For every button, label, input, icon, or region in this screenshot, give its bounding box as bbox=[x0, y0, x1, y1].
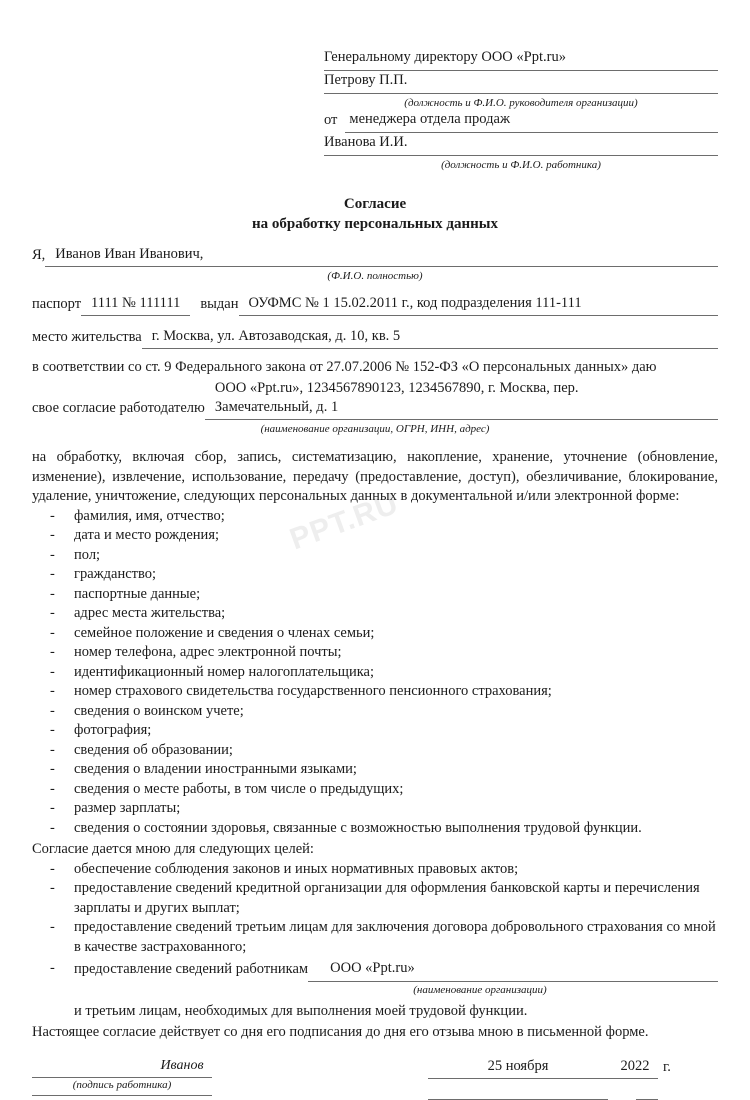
date-year-value[interactable]: 2022 bbox=[608, 1057, 658, 1079]
residence-row bbox=[32, 327, 718, 349]
purpose-organization-caption: (наименование организации) bbox=[413, 983, 547, 996]
signature-right bbox=[428, 1057, 718, 1100]
employer-row bbox=[32, 379, 718, 420]
tail-line: и третьим лицам, необходимых для выполнения моей трудовой функции. bbox=[74, 1002, 528, 1019]
list-item: - предоставление сведений третьим лицам для заключения договора добровольного страхования со мной в качестве застрахованного; bbox=[32, 918, 718, 957]
date-blank-gap bbox=[608, 1099, 636, 1100]
residence-value[interactable]: г. Москва, ул. Автозаводская, д. 10, кв. 5 bbox=[142, 327, 718, 349]
passport-number-value[interactable]: 1111 № 111111 bbox=[81, 294, 190, 316]
signature-left bbox=[32, 1057, 332, 1100]
from-caption: (должность и Ф.И.О. работника) bbox=[441, 159, 601, 171]
purpose-organization-value[interactable]: ООО «Ppt.ru» bbox=[308, 959, 718, 982]
purposes-list bbox=[32, 860, 718, 958]
list-item: - пол; bbox=[32, 546, 718, 566]
employer-value[interactable] bbox=[205, 379, 718, 420]
date-blank-row bbox=[428, 1099, 718, 1100]
purposes-intro: Согласие дается мною для следующих целей: bbox=[32, 841, 314, 857]
data-categories-list bbox=[32, 507, 718, 839]
employer-label: свое согласие работодателю bbox=[32, 400, 205, 416]
list-item: - дата и место рождения; bbox=[32, 526, 718, 546]
list-item: - номер телефона, адрес электронной почты; bbox=[32, 643, 718, 663]
list-item: - сведения об образовании; bbox=[32, 741, 718, 761]
list-item: - сведения о воинском учете; bbox=[32, 702, 718, 722]
date-day-month-value[interactable]: 25 ноября bbox=[428, 1057, 608, 1079]
signature-block bbox=[32, 1057, 718, 1100]
from-label: от bbox=[324, 112, 338, 128]
from-row bbox=[324, 110, 718, 133]
processing-paragraph: на обработку, включая сбор, запись, систематизацию, накопление, хранение, уточнение (обновление, изменение), извлечение, использование, передачу (предоставление, доступ), обезличивание, блокирование, удаление, уничтожение, следующих персональных данных в документальной и/или электронной форме: bbox=[32, 449, 718, 504]
list-item: - идентификационный номер налогоплательщика; bbox=[32, 663, 718, 683]
employer-value-line-1: ООО «Ppt.ru», 1234567890123, 1234567890, г. Москва, пер. bbox=[214, 380, 579, 396]
declarant-fullname-value[interactable]: Иванов Иван Иванович, bbox=[45, 245, 718, 267]
passport-row bbox=[32, 294, 718, 316]
residence-label: место жительства bbox=[32, 329, 142, 345]
list-item: - фотография; bbox=[32, 721, 718, 741]
passport-label: паспорт bbox=[32, 296, 82, 312]
addressee-line-1: Генеральному директору ООО «Ppt.ru» bbox=[324, 48, 718, 71]
document-content bbox=[0, 48, 750, 1100]
list-item: - гражданство; bbox=[32, 565, 718, 585]
list-item: - номер страхового свидетельства государственного пенсионного страхования; bbox=[32, 682, 718, 702]
signature-spacer bbox=[332, 1057, 428, 1100]
list-item: - сведения о состоянии здоровья, связанные с возможностью выполнения трудовой функции. bbox=[32, 819, 718, 839]
purpose-organization-label: - предоставление сведений работникам bbox=[74, 961, 309, 977]
list-item: - фамилия, имя, отчество; bbox=[32, 507, 718, 527]
declarant-row bbox=[32, 245, 718, 267]
document-title bbox=[32, 194, 718, 234]
passport-issued-value[interactable]: ОУФМС № 1 15.02.2011 г., код подразделения 111-111 bbox=[239, 294, 719, 316]
watermark: PPT.RU bbox=[285, 486, 403, 557]
law-reference-line: в соответствии со ст. 9 Федерального закона от 27.07.2006 № 152-ФЗ «О персональных данных» даю bbox=[32, 359, 657, 375]
employer-caption: (наименование организации, ОГРН, ИНН, адрес) bbox=[260, 423, 490, 435]
title-line-1: Согласие bbox=[343, 196, 407, 212]
declarant-label: Я, bbox=[32, 247, 46, 263]
list-item: - семейное положение и сведения о членах семьи; bbox=[32, 624, 718, 644]
signature-rule-bottom bbox=[32, 1095, 212, 1096]
signature-caption: (подпись работника) bbox=[72, 1078, 172, 1091]
addressee-caption: (должность и Ф.И.О. руководителя организации) bbox=[404, 97, 638, 109]
list-item: - паспортные данные; bbox=[32, 585, 718, 605]
signature-name[interactable]: Иванов bbox=[160, 1057, 204, 1073]
addressee-line-2: Петрову П.П. bbox=[324, 71, 718, 94]
date-blank-rule-short bbox=[636, 1099, 658, 1100]
declarant-caption: (Ф.И.О. полностью) bbox=[327, 270, 423, 282]
employer-value-line-2: Замечательный, д. 1 bbox=[214, 399, 339, 415]
addressee-header bbox=[324, 48, 718, 172]
date-blank-rule-long bbox=[428, 1099, 608, 1100]
title-line-2: на обработку персональных данных bbox=[252, 216, 498, 232]
list-item: - предоставление сведений кредитной организации для оформления банковской карты и перечисления зарплаты и других выплат; bbox=[32, 879, 718, 918]
passport-issued-label: выдан bbox=[200, 296, 239, 312]
list-item: - размер зарплаты; bbox=[32, 799, 718, 819]
date-suffix-label: г. bbox=[663, 1058, 671, 1075]
list-item: - адрес места жительства; bbox=[32, 604, 718, 624]
purpose-organization-row bbox=[32, 959, 718, 982]
list-item: - сведения о владении иностранными языками; bbox=[32, 760, 718, 780]
from-name-value[interactable]: Иванова И.И. bbox=[324, 133, 718, 156]
list-item: - сведения о месте работы, в том числе о предыдущих; bbox=[32, 780, 718, 800]
list-item: - обеспечение соблюдения законов и иных нормативных правовых актов; bbox=[32, 860, 718, 880]
from-position-value[interactable]: менеджера отдела продаж bbox=[345, 110, 718, 133]
validity-line: Настоящее согласие действует со дня его подписания до дня его отзыва мною в письменной форме. bbox=[32, 1024, 649, 1040]
